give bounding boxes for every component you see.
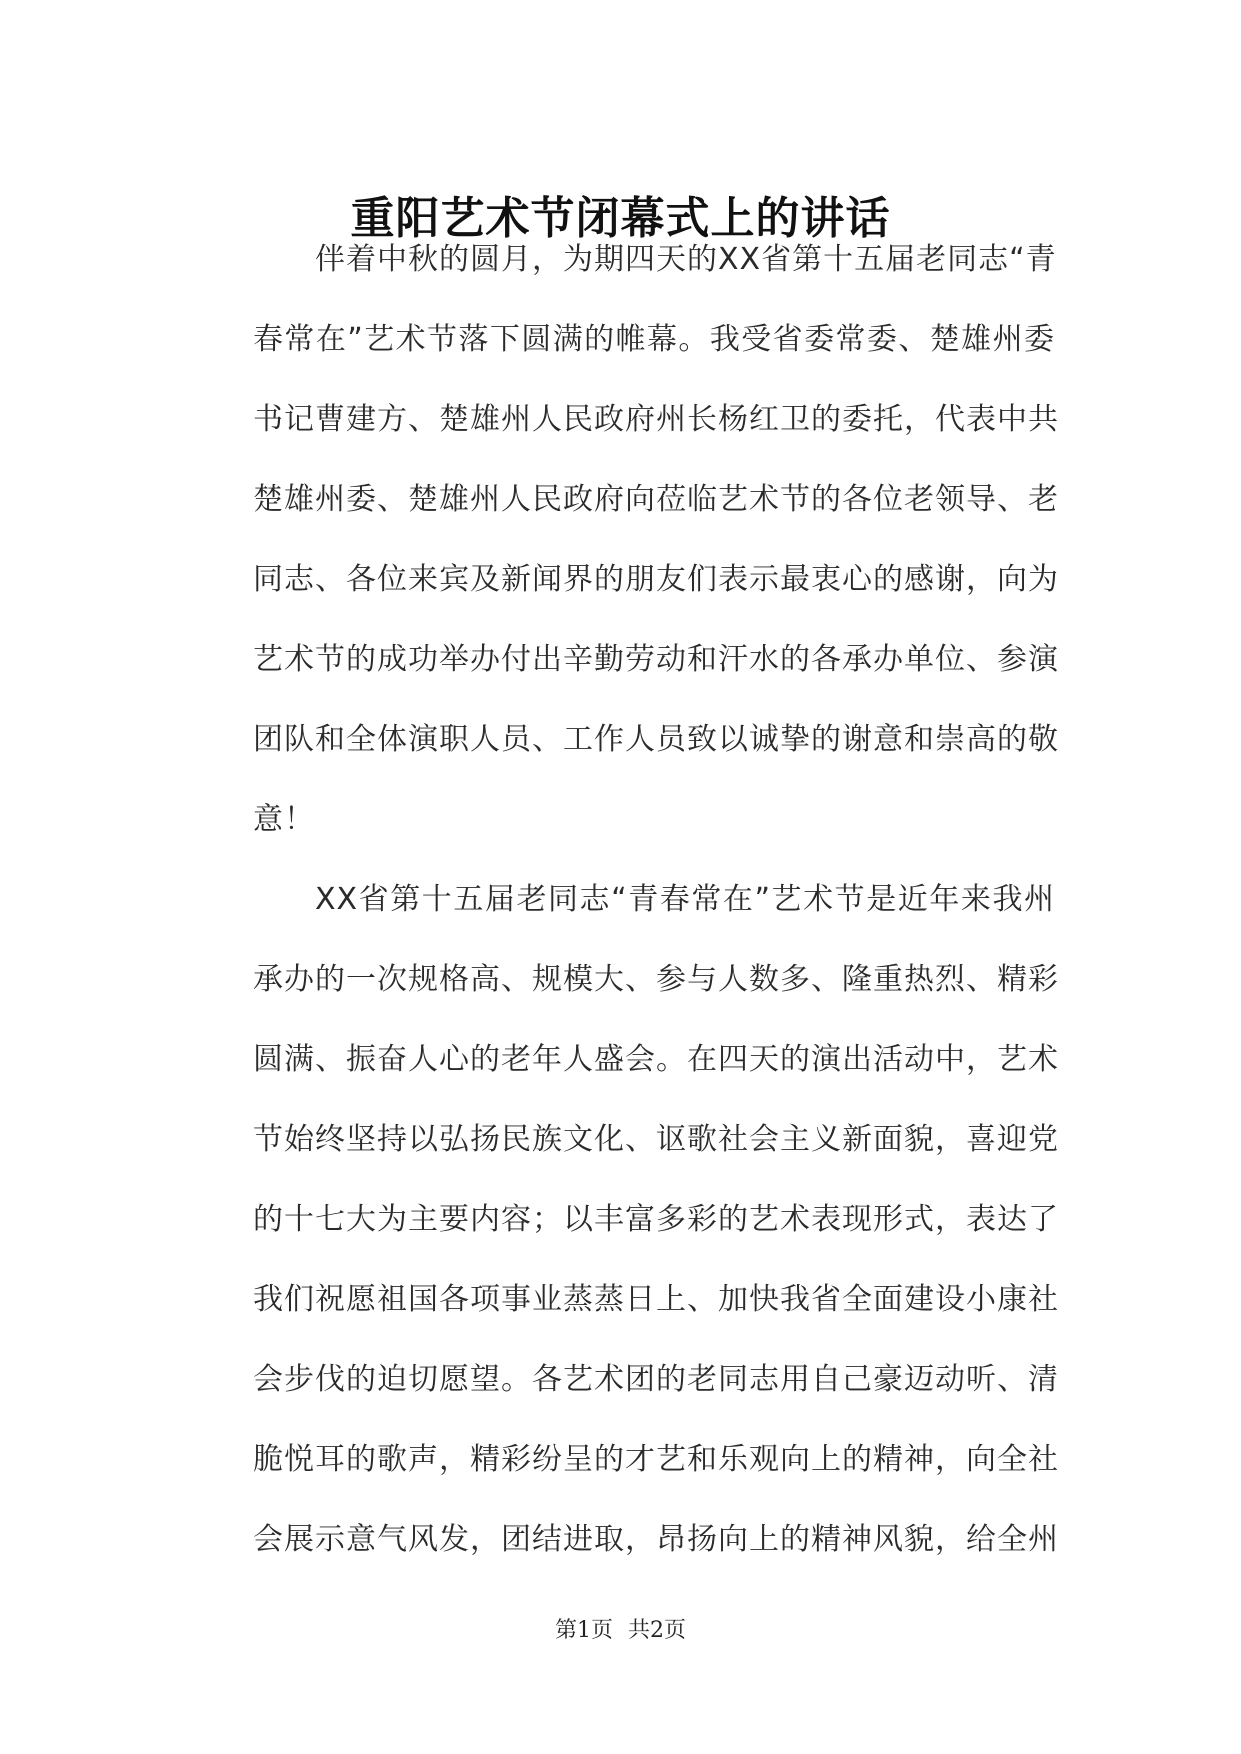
paragraph-1: [193, 220, 1059, 860]
page-footer: [0, 1616, 1241, 1646]
page-number: 第1页: [555, 1618, 613, 1643]
text-line: 会步伐的迫切愿望。各艺术团的老同志用自己豪迈动听、清: [253, 1362, 1059, 1397]
document-body: [193, 220, 1059, 1580]
text-line: XX省第十五届老同志“青春常在”艺术节是近年来我州: [315, 882, 1055, 917]
text-line: 意！: [253, 802, 315, 837]
text-line: 伴着中秋的圆月，为期四天的XX省第十五届老同志“青: [315, 242, 1057, 277]
text-line: 承办的一次规格高、规模大、参与人数多、隆重热烈、精彩: [253, 962, 1059, 997]
text-line: 脆悦耳的歌声，精彩纷呈的才艺和乐观向上的精神，向全社: [253, 1442, 1059, 1477]
text-line: 圆满、振奋人心的老年人盛会。在四天的演出活动中，艺术: [253, 1042, 1059, 1077]
paragraph-2: [193, 860, 1059, 1580]
document-title: 重阳艺术节闭幕式上的讲话: [350, 193, 891, 245]
text-line: 团队和全体演职人员、工作人员致以诚挚的谢意和崇高的敬: [253, 722, 1059, 757]
text-line: 同志、各位来宾及新闻界的朋友们表示最衷心的感谢，向为: [253, 562, 1059, 597]
text-line: 我们祝愿祖国各项事业蒸蒸日上、加快我省全面建设小康社: [253, 1282, 1059, 1317]
text-line: 会展示意气风发，团结进取，昂扬向上的精神风貌，给全州: [253, 1522, 1059, 1557]
text-line: 的十七大为主要内容；以丰富多彩的艺术表现形式，表达了: [253, 1202, 1059, 1237]
text-line: 节始终坚持以弘扬民族文化、讴歌社会主义新面貌，喜迎党: [253, 1122, 1059, 1157]
text-line: 楚雄州委、楚雄州人民政府向莅临艺术节的各位老领导、老: [253, 482, 1059, 517]
page-total: 共2页: [628, 1618, 686, 1643]
text-line: 春常在”艺术节落下圆满的帷幕。我受省委常委、楚雄州委: [253, 322, 1055, 357]
text-line: 书记曹建方、楚雄州人民政府州长杨红卫的委托，代表中共: [253, 402, 1059, 437]
text-line: 艺术节的成功举办付出辛勤劳动和汗水的各承办单位、参演: [253, 642, 1059, 677]
